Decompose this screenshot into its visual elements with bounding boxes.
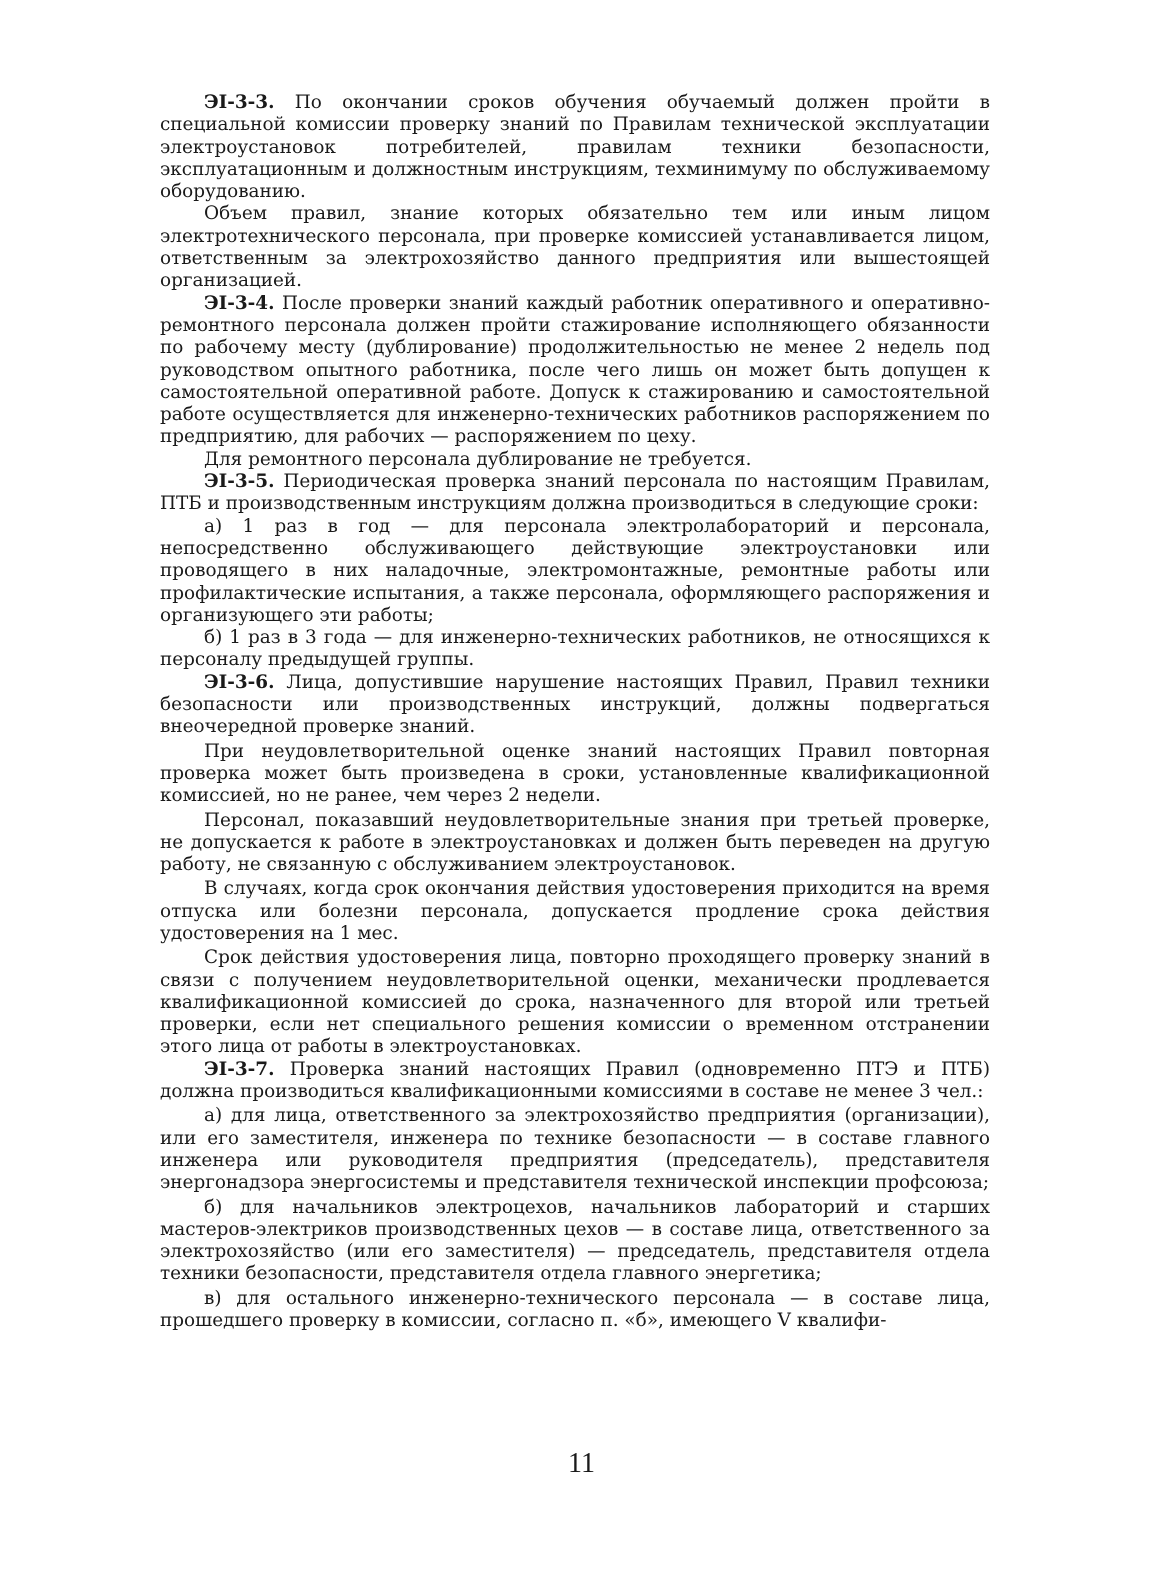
clause-code: ЭI-3-5. — [204, 471, 275, 493]
clause-code: ЭI-3-6. — [204, 671, 275, 693]
paragraph-text: Срок действия удостоверения лица, повторно проходящего проверку знаний в связи с получением неудовлетворительной оценки, механически продлевается квалификационной комиссией до срока, назначенного для второй или третьей проверки, если нет специального решения комиссии о временном отстранении этого лица от работы в электроустановках. — [160, 947, 990, 1058]
paragraph-text: в) для остального инженерно-технического персонала — в составе лица, прошедшего проверку в комиссии, согласно п. «б», имеющего V квалифи- — [160, 1287, 990, 1332]
paragraph-text: Для ремонтного персонала дублирование не требуется. — [204, 448, 752, 470]
paragraph-text: Объем правил, знание которых обязательно тем или иным лицом электротехнического персонала, при проверке комиссией устанавливается лицом, ответственным за электрохозяйство данного предприятия или вышестоящей организацией. — [160, 203, 990, 292]
document-body — [160, 92, 990, 1332]
paragraph — [160, 947, 990, 1058]
list-item-a — [160, 1105, 990, 1194]
paragraph-text: Проверка знаний настоящих Правил (одновременно ПТЭ и ПТБ) должна производиться квалификационными комиссиями в составе не менее 3 чел.: — [160, 1058, 990, 1103]
paragraph-ei-3-6 — [160, 672, 990, 739]
paragraph — [160, 449, 990, 471]
paragraph-text: а) для лица, ответственного за электрохозяйство предприятия (организации), или его заместителя, инженера по технике безопасности — в составе главного инженера или руководителя предприятия (председатель), представителя энергонадзора энергосистемы и представителя технической инспекции профсоюза; — [160, 1105, 990, 1194]
paragraph-text: б) 1 раз в 3 года — для инженерно-технических работников, не относящихся к персоналу предыдущей группы. — [160, 627, 990, 671]
clause-code: ЭI-3-4. — [204, 292, 275, 314]
paragraph — [160, 878, 990, 945]
paragraph — [160, 741, 990, 808]
paragraph-text: б) для начальников электроцехов, начальников лабораторий и старших мастеров-электриков производственных цехов — в составе лица, ответственного за электрохозяйство (или его заместителя) — председатель, представителя отдела техники безопасности, представителя отдела главного энергетика; — [160, 1196, 990, 1285]
paragraph-ei-3-5 — [160, 471, 990, 516]
clause-code: ЭI-3-7. — [204, 1058, 275, 1080]
paragraph-text: При неудовлетворительной оценке знаний настоящих Правил повторная проверка может быть произведена в сроки, установленные квалификационной комиссией, но не ранее, чем через 2 недели. — [160, 740, 990, 807]
list-item-b — [160, 627, 990, 672]
list-item-b — [160, 1197, 990, 1286]
paragraph-text: Лица, допустившие нарушение настоящих Правил, Правил техники безопасности или производственных инструкций, должны подвергаться внеочередной проверке знаний. — [160, 671, 990, 738]
paragraph-ei-3-7 — [160, 1059, 990, 1104]
paragraph-ei-3-3 — [160, 92, 990, 203]
paragraph-text: Персонал, показавший неудовлетворительные знания при третьей проверке, не допускается к работе в электроустановках и должен быть переведен на другую работу, не связанную с обслуживанием электроустановок. — [160, 809, 990, 876]
paragraph-text: Периодическая проверка знаний персонала по настоящим Правилам, ПТБ и производственным инструкциям должна производиться в следующие сроки: — [160, 471, 990, 515]
paragraph-text: По окончании сроков обучения обучаемый должен пройти в специальной комиссии проверку знаний по Правилам технической эксплуатации электроустановок потребителей, правилам техники безопасности, эксплуатационным и должностным инструкциям, техминимуму по обслуживаемому оборудованию. — [160, 92, 990, 203]
paragraph — [160, 810, 990, 877]
list-item-a — [160, 516, 990, 627]
paragraph-text: В случаях, когда срок окончания действия удостоверения приходится на время отпуска или болезни персонала, допускается продление срока действия удостоверения на 1 мес. — [160, 878, 990, 944]
paragraph — [160, 203, 990, 292]
paragraph-text: После проверки знаний каждый работник оперативного и оперативно-ремонтного персонала должен пройти стажирование исполняющего обязанности по рабочему месту (дублирование) продолжительностью не менее 2 недель под руководством опытного работника, после чего лишь он может быть допущен к самостоятельной оперативной работе. Допуск к стажированию и самостоятельной работе осуществляется для инженерно-технических работников распоряжением по предприятию, для рабочих — распоряжением по цеху. — [160, 292, 990, 448]
list-item-v — [160, 1288, 990, 1333]
clause-code: ЭI-3-3. — [204, 92, 275, 113]
paragraph-text: а) 1 раз в год — для персонала электролабораторий и персонала, непосредственно обслуживающего действующие электроустановки или проводящего в них наладочные, электромонтажные, ремонтные работы или профилактические испытания, а также персонала, оформляющего распоряжения и организующего эти работы; — [160, 515, 990, 626]
page-number: 11 — [568, 1448, 595, 1479]
paragraph-ei-3-4 — [160, 293, 990, 449]
